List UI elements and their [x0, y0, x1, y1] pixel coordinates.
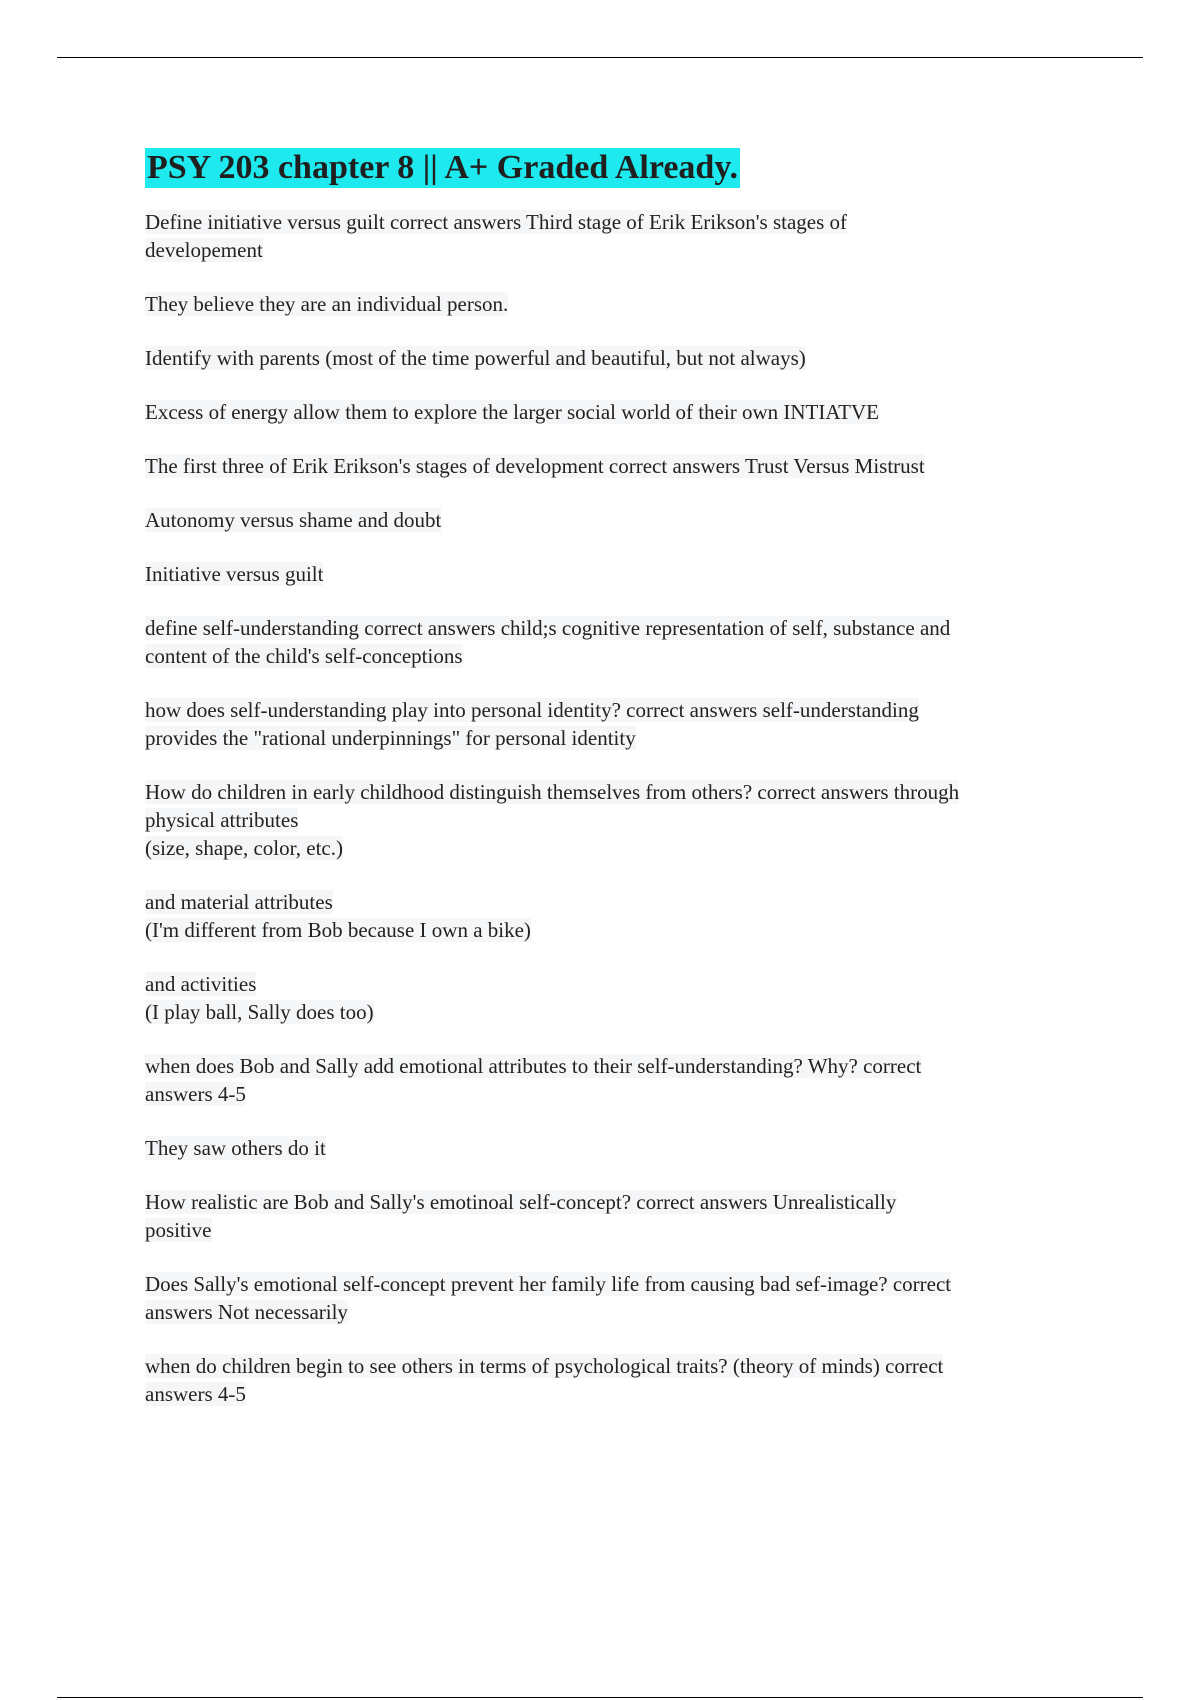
- bottom-rule: [57, 1697, 1143, 1698]
- paragraph: [145, 1188, 1105, 1244]
- paragraph-text: Initiative versus guilt: [145, 562, 324, 586]
- paragraph: [145, 344, 1105, 372]
- document-title: PSY 203 chapter 8 || A+ Graded Already.: [147, 149, 738, 186]
- paragraph-text: Autonomy versus shame and doubt: [145, 508, 442, 532]
- paragraph: [145, 560, 1105, 588]
- paragraph: [145, 290, 1105, 318]
- paragraph: [145, 452, 1105, 480]
- paragraph-text: They believe they are an individual person.: [145, 292, 509, 316]
- paragraph: [145, 506, 1105, 534]
- paragraph-text: when do children begin to see others in terms of psychological traits? (theory of minds) correct answers 4-5: [145, 1354, 944, 1406]
- paragraph-text: Does Sally's emotional self-concept prevent her family life from causing bad sef-image? correct answers Not necessarily: [145, 1272, 952, 1324]
- paragraph: [145, 614, 1105, 670]
- paragraph: [145, 888, 1105, 944]
- paragraph-text: and activities (I play ball, Sally does too): [145, 972, 374, 1024]
- paragraph-text: and material attributes (I'm different from Bob because I own a bike): [145, 890, 531, 942]
- paragraph-list: [145, 208, 1105, 1408]
- paragraph-text: Excess of energy allow them to explore the larger social world of their own INTIATVE: [145, 400, 880, 424]
- paragraph-text: How realistic are Bob and Sally's emotinoal self-concept? correct answers Unrealistically positive: [145, 1190, 897, 1242]
- paragraph-text: They saw others do it: [145, 1136, 326, 1160]
- document-body: [145, 148, 1105, 1434]
- paragraph-text: when does Bob and Sally add emotional attributes to their self-understanding? Why? correct answers 4-5: [145, 1054, 922, 1106]
- paragraph: [145, 398, 1105, 426]
- paragraph-text: Define initiative versus guilt correct answers Third stage of Erik Erikson's stages of developement: [145, 210, 848, 262]
- paragraph: [145, 1052, 1105, 1108]
- paragraph-text: How do children in early childhood distinguish themselves from others? correct answers through physical attributes (size, shape, color, etc.): [145, 780, 960, 860]
- paragraph-text: how does self-understanding play into personal identity? correct answers self-understanding provides the "rational underpinnings" for personal identity: [145, 698, 919, 750]
- paragraph: [145, 1270, 1105, 1326]
- paragraph-text: define self-understanding correct answers child;s cognitive representation of self, substance and content of the child's self-conceptions: [145, 616, 951, 668]
- paragraph: [145, 970, 1105, 1026]
- paragraph: [145, 696, 1105, 752]
- paragraph: [145, 1134, 1105, 1162]
- top-rule: [57, 57, 1143, 58]
- paragraph: [145, 208, 1105, 264]
- paragraph-text: The first three of Erik Erikson's stages of development correct answers Trust Versus Mistrust: [145, 454, 925, 478]
- paragraph: [145, 778, 1105, 862]
- paragraph-text: Identify with parents (most of the time powerful and beautiful, but not always): [145, 346, 806, 370]
- paragraph: [145, 1352, 1105, 1408]
